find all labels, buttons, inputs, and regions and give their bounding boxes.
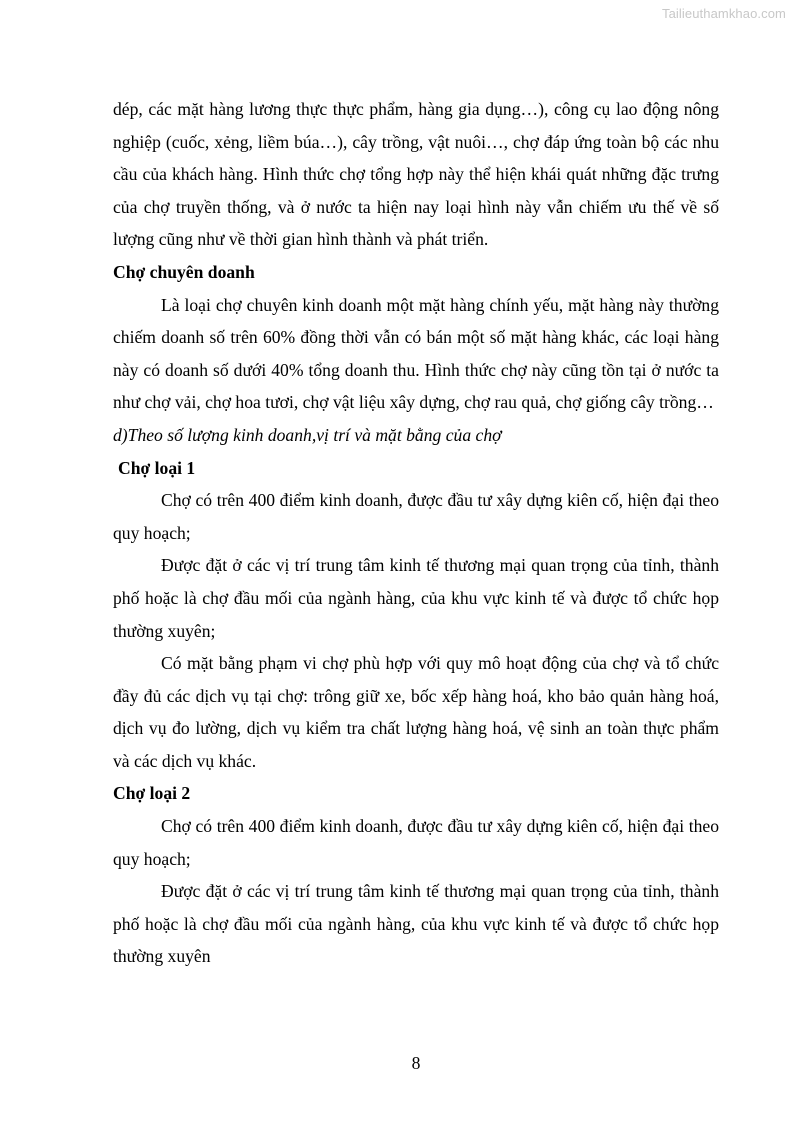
market-type-2-paragraph: Chợ có trên 400 điểm kinh doanh, được đầu tư xây dựng kiên cố, hiện đại theo quy hoạch;: [113, 816, 719, 869]
watermark: Tailieuthamkhao.com: [661, 6, 786, 21]
market-type-2-paragraph: Được đặt ở các vị trí trung tâm kinh tế thương mại quan trọng của tỉnh, thành phố hoặc là chợ đầu mối của ngành hàng, của khu vực kinh tế và được tổ chức họp thường xuyên: [113, 881, 719, 967]
market-type-1-paragraph: Có mặt bằng phạm vi chợ phù hợp với quy mô hoạt động của chợ và tổ chức đầy đủ các dịch vụ tại chợ: trông giữ xe, bốc xếp hàng hoá, kho bảo quản hàng hoá, dịch vụ đo lường, dịch vụ kiểm tra chất lượng hàng hoá, vệ sinh an toàn thực phẩm và các dịch vụ khác.: [113, 653, 719, 771]
section-heading-specialized-market: Chợ chuyên doanh: [113, 261, 255, 282]
section-heading-market-type-2: Chợ loại 2: [113, 783, 191, 804]
specialized-market-paragraph: Là loại chợ chuyên kinh doanh một mặt hàng chính yếu, mặt hàng này thường chiếm doanh số trên 60% đồng thời vẫn có bán một số mặt hàng khác, các loại hàng này có doanh số dưới 40% tổng doanh thu. Hình thức chợ này cũng tồn tại ở nước ta như chợ vải, chợ hoa tươi, chợ vật liệu xây dựng, chợ rau quả, chợ giống cây trồng…: [113, 294, 719, 413]
subsection-heading-d: d)Theo số lượng kinh doanh,vị trí và mặt bằng của chợ: [113, 424, 502, 445]
section-heading-market-type-1: Chợ loại 1: [118, 457, 196, 478]
page-number: 8: [411, 1053, 421, 1073]
market-type-1-paragraph: Chợ có trên 400 điểm kinh doanh, được đầu tư xây dựng kiên cố, hiện đại theo quy hoạch;: [113, 490, 719, 543]
intro-paragraph: dép, các mặt hàng lương thực thực phẩm, hàng gia dụng…), công cụ lao động nông nghiệp (cuốc, xẻng, liềm búa…), cây trồng, vật nuôi…, chợ đáp ứng toàn bộ các nhu cầu của khách hàng. Hình thức chợ tổng hợp này thể hiện khái quát những đặc trưng của chợ truyền thống, và ở nước ta hiện nay loại hình này vẫn chiếm ưu thế về số lượng cũng như về thời gian hình thành và phát triển.: [113, 99, 719, 250]
page-content: [113, 93, 719, 973]
market-type-1-paragraph: Được đặt ở các vị trí trung tâm kinh tế thương mại quan trọng của tỉnh, thành phố hoặc là chợ đầu mối của ngành hàng, của khu vực kinh tế và được tổ chức họp thường xuyên;: [113, 555, 719, 641]
